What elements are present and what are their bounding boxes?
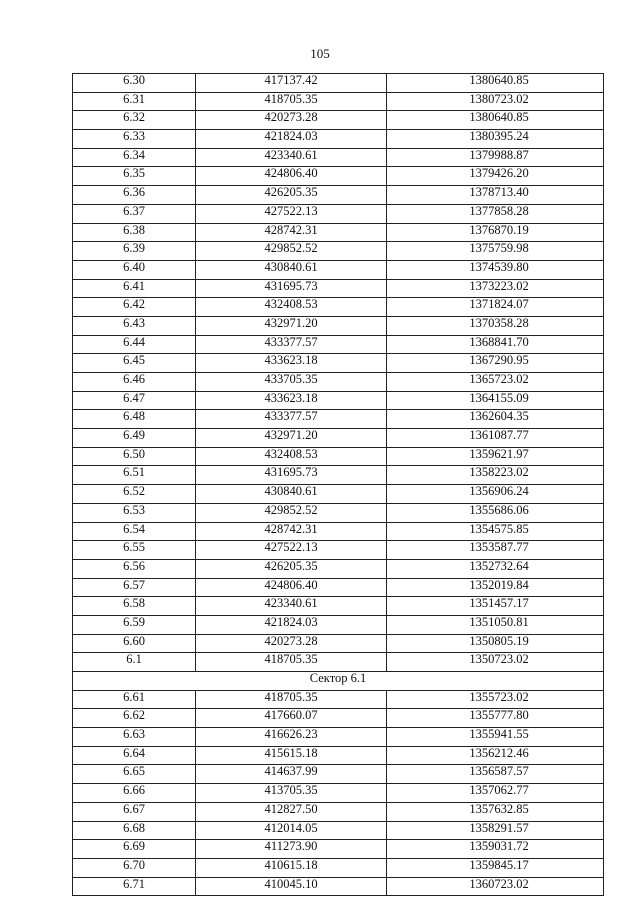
y-coordinate-value: 1352019.84 [469,578,529,592]
y-coordinate-value: 1356906.24 [469,484,529,499]
table-row [73,541,604,560]
x-coordinate-cell: 418705.35 [196,92,387,111]
table-body-top [73,74,604,672]
y-coordinate-cell [387,410,604,429]
y-coordinate-value: 1380640.85 [469,110,529,125]
point-number-cell: 6.71 [73,877,196,896]
x-coordinate-cell: 426205.35 [196,559,387,578]
y-coordinate-value: 1357632.85 [469,802,529,816]
table-row [73,578,604,597]
y-coordinate-cell [387,485,604,504]
point-number-cell: 6.63 [73,728,196,747]
point-number-cell: 6.57 [73,578,196,597]
table-row [73,802,604,821]
x-coordinate-cell: 421824.03 [196,130,387,149]
y-coordinate-value: 1377858.28 [469,204,529,218]
y-coordinate-value: 1362604.35 [469,409,529,424]
x-coordinate-cell: 413705.35 [196,784,387,803]
point-number-cell: 6.37 [73,204,196,223]
y-coordinate-value: 1359621.97 [469,447,529,461]
y-coordinate-cell [387,802,604,821]
y-coordinate-cell [387,260,604,279]
x-coordinate-cell: 426205.35 [196,186,387,205]
table-row [73,634,604,653]
table-row [73,130,604,149]
point-number-cell: 6.66 [73,784,196,803]
coordinates-table [72,73,604,896]
y-coordinate-value: 1350805.19 [469,634,529,648]
x-coordinate-cell: 416626.23 [196,728,387,747]
table-row [73,840,604,859]
table-row [73,92,604,111]
table-row [73,597,604,616]
point-number-cell: 6.35 [73,167,196,186]
x-coordinate-cell: 431695.73 [196,279,387,298]
point-number-cell: 6.67 [73,802,196,821]
table-row [73,447,604,466]
sector-header-row [73,672,604,691]
point-number-cell: 6.50 [73,447,196,466]
y-coordinate-cell [387,784,604,803]
table-row [73,653,604,672]
x-coordinate-cell: 432971.20 [196,316,387,335]
point-number-cell: 6.49 [73,429,196,448]
y-coordinate-value: 1375759.98 [469,241,529,256]
y-coordinate-value: 1367290.95 [469,353,529,368]
table-row [73,784,604,803]
table-row [73,466,604,485]
x-coordinate-cell: 430840.61 [196,260,387,279]
point-number-cell: 6.64 [73,746,196,765]
table-row [73,111,604,130]
y-coordinate-cell [387,690,604,709]
x-coordinate-cell: 432408.53 [196,298,387,317]
point-number-cell: 6.70 [73,858,196,877]
point-number-cell: 6.40 [73,260,196,279]
y-coordinate-cell [387,373,604,392]
table-row [73,429,604,448]
point-number-cell: 6.31 [73,92,196,111]
y-coordinate-cell [387,335,604,354]
table-body-bottom [73,690,604,896]
point-number-cell: 6.51 [73,466,196,485]
y-coordinate-cell [387,821,604,840]
x-coordinate-cell: 412014.05 [196,821,387,840]
table-row [73,279,604,298]
y-coordinate-cell [387,111,604,130]
y-coordinate-value: 1359031.72 [469,839,529,854]
y-coordinate-value: 1353587.77 [469,540,529,555]
point-number-cell: 6.65 [73,765,196,784]
y-coordinate-value: 1371824.07 [469,297,529,312]
y-coordinate-cell [387,429,604,448]
x-coordinate-cell: 427522.13 [196,541,387,560]
y-coordinate-value: 1380723.02 [469,92,529,106]
table-row [73,373,604,392]
y-coordinate-value: 1361087.77 [469,428,529,443]
x-coordinate-cell: 429852.52 [196,503,387,522]
page-number: 105 [310,46,330,61]
point-number-cell: 6.69 [73,840,196,859]
table-row [73,522,604,541]
y-coordinate-cell [387,877,604,896]
y-coordinate-value: 1378713.40 [469,185,529,200]
x-coordinate-cell: 433377.57 [196,335,387,354]
table-row [73,410,604,429]
y-coordinate-value: 1351457.17 [469,596,529,611]
point-number-cell: 6.44 [73,335,196,354]
y-coordinate-cell [387,709,604,728]
x-coordinate-cell: 418705.35 [196,653,387,672]
y-coordinate-value: 1374539.80 [469,260,529,274]
table-row [73,298,604,317]
table-row [73,260,604,279]
y-coordinate-cell [387,541,604,560]
y-coordinate-cell [387,615,604,634]
x-coordinate-cell: 410045.10 [196,877,387,896]
point-number-cell: 6.48 [73,410,196,429]
y-coordinate-value: 1370358.28 [469,316,529,330]
y-coordinate-cell [387,634,604,653]
y-coordinate-value: 1357062.77 [469,783,529,798]
y-coordinate-cell [387,74,604,93]
table-row [73,858,604,877]
y-coordinate-value: 1355686.06 [469,503,529,517]
table-row [73,148,604,167]
y-coordinate-cell [387,840,604,859]
x-coordinate-cell: 411273.90 [196,840,387,859]
point-number-cell: 6.61 [73,690,196,709]
y-coordinate-cell [387,522,604,541]
y-coordinate-cell [387,204,604,223]
point-number-cell: 6.34 [73,148,196,167]
table-row [73,485,604,504]
table-row [73,223,604,242]
table-row [73,204,604,223]
x-coordinate-cell: 417137.42 [196,74,387,93]
x-coordinate-cell: 421824.03 [196,615,387,634]
table-row [73,877,604,896]
table-row [73,167,604,186]
point-number-cell: 6.30 [73,74,196,93]
y-coordinate-cell [387,578,604,597]
y-coordinate-value: 1364155.09 [469,391,529,405]
point-number-cell: 6.38 [73,223,196,242]
y-coordinate-value: 1360723.02 [469,877,529,891]
y-coordinate-cell [387,447,604,466]
x-coordinate-cell: 424806.40 [196,578,387,597]
table-row [73,391,604,410]
table-row [73,728,604,747]
table-row [73,186,604,205]
x-coordinate-cell: 423340.61 [196,597,387,616]
y-coordinate-cell [387,466,604,485]
y-coordinate-value: 1379988.87 [469,148,529,162]
table-row [73,503,604,522]
table-row [73,690,604,709]
point-number-cell: 6.56 [73,559,196,578]
table-row [73,335,604,354]
y-coordinate-value: 1359845.17 [469,858,529,872]
x-coordinate-cell: 428742.31 [196,522,387,541]
y-coordinate-cell [387,316,604,335]
y-coordinate-value: 1356587.57 [469,764,529,779]
y-coordinate-value: 1376870.19 [469,223,529,237]
table-row [73,765,604,784]
table-row [73,821,604,840]
x-coordinate-cell: 430840.61 [196,485,387,504]
point-number-cell: 6.60 [73,634,196,653]
x-coordinate-cell: 427522.13 [196,204,387,223]
point-number-cell: 6.47 [73,391,196,410]
y-coordinate-value: 1380640.85 [469,73,529,87]
y-coordinate-value: 1355777.80 [469,708,529,723]
point-number-cell: 6.68 [73,821,196,840]
y-coordinate-cell [387,858,604,877]
y-coordinate-value: 1354575.85 [469,522,529,536]
y-coordinate-value: 1350723.02 [469,652,529,667]
x-coordinate-cell: 410615.18 [196,858,387,877]
point-number-cell: 6.32 [73,111,196,130]
x-coordinate-cell: 432408.53 [196,447,387,466]
x-coordinate-cell: 418705.35 [196,690,387,709]
point-number-cell: 6.55 [73,541,196,560]
table-row [73,615,604,634]
y-coordinate-cell [387,186,604,205]
y-coordinate-value: 1358223.02 [469,465,529,480]
x-coordinate-cell: 432971.20 [196,429,387,448]
y-coordinate-value: 1356212.46 [469,746,529,760]
y-coordinate-value: 1355941.55 [469,727,529,742]
table-row [73,709,604,728]
y-coordinate-value: 1358291.57 [469,821,529,835]
point-number-cell: 6.58 [73,597,196,616]
y-coordinate-cell [387,728,604,747]
y-coordinate-cell [387,298,604,317]
table-row [73,559,604,578]
y-coordinate-value: 1365723.02 [469,372,529,386]
y-coordinate-cell [387,130,604,149]
point-number-cell: 6.54 [73,522,196,541]
y-coordinate-value: 1379426.20 [469,166,529,181]
point-number-cell: 6.53 [73,503,196,522]
y-coordinate-cell [387,279,604,298]
y-coordinate-value: 1368841.70 [469,335,529,349]
y-coordinate-cell [387,559,604,578]
y-coordinate-cell [387,653,604,672]
y-coordinate-cell [387,148,604,167]
table-row [73,74,604,93]
x-coordinate-cell: 412827.50 [196,802,387,821]
point-number-cell: 6.39 [73,242,196,261]
x-coordinate-cell: 417660.07 [196,709,387,728]
table-row [73,316,604,335]
sector-header-group [73,672,604,691]
x-coordinate-cell: 423340.61 [196,148,387,167]
point-number-cell: 6.43 [73,316,196,335]
x-coordinate-cell: 433377.57 [196,410,387,429]
point-number-cell: 6.62 [73,709,196,728]
x-coordinate-cell: 433623.18 [196,354,387,373]
x-coordinate-cell: 433705.35 [196,373,387,392]
y-coordinate-cell [387,765,604,784]
x-coordinate-cell: 431695.73 [196,466,387,485]
y-coordinate-cell [387,503,604,522]
table-row [73,354,604,373]
x-coordinate-cell: 433623.18 [196,391,387,410]
point-number-cell: 6.59 [73,615,196,634]
x-coordinate-cell: 415615.18 [196,746,387,765]
point-number-cell: 6.36 [73,186,196,205]
y-coordinate-cell [387,242,604,261]
table-row [73,746,604,765]
y-coordinate-value: 1373223.02 [469,279,529,293]
y-coordinate-value: 1352732.64 [469,559,529,573]
x-coordinate-cell: 420273.28 [196,634,387,653]
x-coordinate-cell: 420273.28 [196,111,387,130]
point-number-cell: 6.45 [73,354,196,373]
point-number-cell: 6.46 [73,373,196,392]
y-coordinate-value: 1355723.02 [469,690,529,704]
x-coordinate-cell: 428742.31 [196,223,387,242]
x-coordinate-cell: 424806.40 [196,167,387,186]
y-coordinate-cell [387,167,604,186]
point-number-cell: 6.52 [73,485,196,504]
y-coordinate-cell [387,391,604,410]
sector-label: Сектор 6.1 [73,672,604,691]
y-coordinate-cell [387,746,604,765]
point-number-cell: 6.42 [73,298,196,317]
y-coordinate-value: 1351050.81 [469,615,529,629]
point-number-cell: 6.33 [73,130,196,149]
x-coordinate-cell: 429852.52 [196,242,387,261]
y-coordinate-value: 1380395.24 [469,129,529,144]
y-coordinate-cell [387,354,604,373]
point-number-cell: 6.41 [73,279,196,298]
table-row [73,242,604,261]
point-number-cell: 6.1 [73,653,196,672]
x-coordinate-cell: 414637.99 [196,765,387,784]
y-coordinate-cell [387,223,604,242]
y-coordinate-cell [387,92,604,111]
y-coordinate-cell [387,597,604,616]
